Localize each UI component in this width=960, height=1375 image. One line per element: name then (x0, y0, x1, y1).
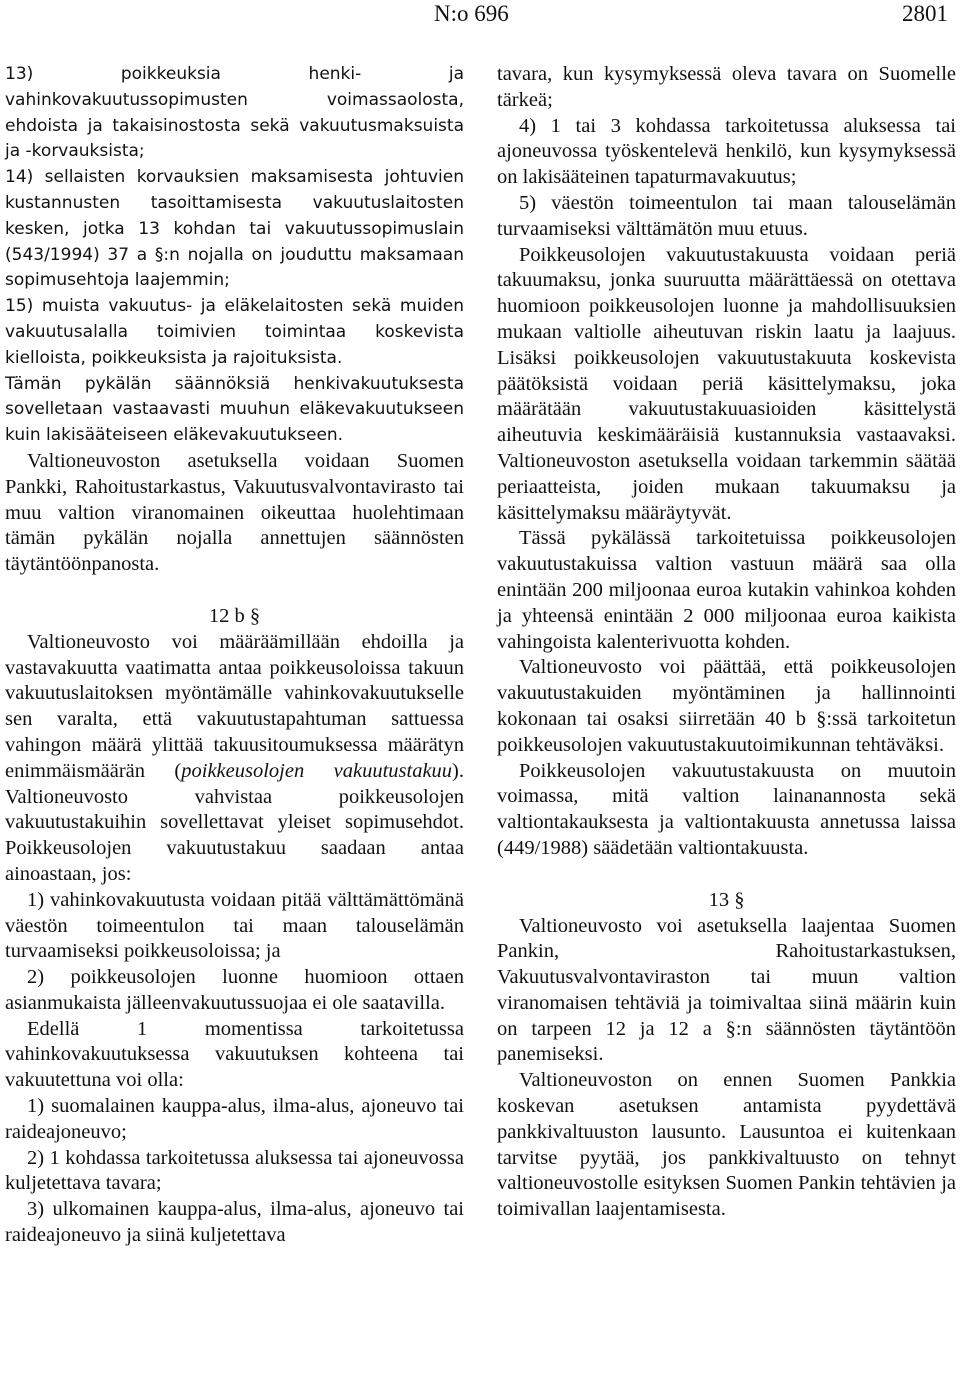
left-column (5, 62, 464, 1249)
paragraph-12b-item-1: 1) vahinkovakuutusta voidaan pitää välttämättömänä väestön toimeentulon tai maan talouselämän turvaamiseksi poikkeusoloissa; ja (5, 888, 464, 963)
paragraph-muutoin-voimassa: Poikkeusolojen vakuutustakuusta on muutoin voimassa, mitä valtion lainanannosta sekä valtiontakauksesta ja valtiontakuusta annetussa laissa (449/1988) säädetään valtiontakuusta. (497, 759, 956, 859)
right-column (497, 62, 956, 1223)
paragraph-item-15: 15) muista vakuutus- ja eläkelaitosten sekä muiden vakuutusalalla toimivien toimintaa koskevista kielloista, poikkeuksista ja rajoituksista. (5, 296, 464, 368)
paragraph-12b-intro (5, 630, 464, 888)
paragraph-13-second: Valtioneuvoston on ennen Suomen Pankkia koskevan asetuksen antamista pyydettävä pankkivaltuuston lausunto. Lausuntoa ei kuitenkaan tarvitse pyytää, jos pankkivaltuusto on tehnyt valtioneuvostolle esityksen Suomen Pankin tehtävien ja toimivallan laajentamisesta. (497, 1069, 956, 1221)
paragraph-henkivakuutus: Tämän pykälän säännöksiä henkivakuutuksesta sovelletaan vastaavasti muuhun eläkevakuutukseen kuin lakisääteiseen eläkevakuutukseen. (5, 373, 464, 446)
defined-term: poikkeusolojen vakuutustakuu (181, 759, 453, 782)
issue-number: N:o 696 (434, 1, 509, 26)
paragraph-12b-second-item-2: 2) 1 kohdassa tarkoitetussa aluksessa tai ajoneuvossa kuljetettava tavara; (5, 1146, 464, 1195)
paragraph-continuation: tavara, kun kysymyksessä oleva tavara on Suomelle tärkeä; (497, 63, 956, 111)
section-heading-12b: 12 b § (208, 604, 261, 627)
paragraph-valtion-vastuu: Tässä pykälässä tarkoitetuissa poikkeusolojen vakuutustakuissa valtion vastuun määrä saa olla enintään 200 miljoonaa euroa kutakin vahinkoa kohden ja yhteensä enintään 2 000 miljoonaa euroa kaikista vahingoista kalenterivuotta kohden. (497, 527, 956, 653)
paragraph-item-14: 14) sellaisten korvauksien maksamisesta johtuvien kustannusten tasoittamisesta vakuutuslaitosten kesken, jotka 13 kohdan tai vakuutussopimuslain (543/1994) 37 a §:n nojalla on jouduttu maksamaan sopimusehtoja laajemmin; (5, 167, 464, 291)
paragraph-12b-intro-text-cont: ). Valtioneuvosto vahvistaa poikkeusolojen vakuutustakuihin sovellettavat yleiset sopimusehdot. Poikkeusolojen vakuutustakuu saadaan antaa ainoastaan, jos: (5, 759, 464, 885)
paragraph-12b-item-2: 2) poikkeusolojen luonne huomioon ottaen asianmukaista jälleenvakuutussuojaa ei ole saatavilla. (5, 966, 464, 1014)
paragraph-12b-second-item-1: 1) suomalainen kauppa-alus, ilma-alus, ajoneuvo tai raideajoneuvo; (5, 1095, 464, 1143)
paragraph-takuumaksu: Poikkeusolojen vakuutustakuusta voidaan periä takuumaksu, jonka suuruutta määrättäessä on otettava huomioon poikkeusolojen luonne ja mahdollisuuksien mukaan valtiolle aiheutuvan riskin laatu ja laajuus. Lisäksi poikkeusolojen vakuutustakuuta koskevista päätöksistä voidaan periä käsittelymaksu, joka määrätään vakuutustakuuasioiden käsittelystä aiheutuvia keskimääräisiä kustannuksia vastaavaksi. Valtioneuvoston asetuksella voidaan tarkemmin säätää periaatteista, joiden mukaan takuumaksu ja käsittelymaksu määräytyvät. (497, 243, 956, 524)
paragraph-12b-second-item-3: 3) ulkomainen kauppa-alus, ilma-alus, ajoneuvo tai raideajoneuvo ja siinä kuljetettava (5, 1198, 464, 1247)
paragraph-hallinnointi: Valtioneuvosto voi päättää, että poikkeusolojen vakuutustakuiden myöntäminen ja hallinnointi kokonaan tai osaksi siirretään 40 b §:ssä tarkoitetun poikkeusolojen vakuutustakuutoimikunnan tehtäväksi. (497, 656, 956, 756)
page-header (0, 0, 960, 30)
paragraph-item-13: 13) poikkeuksia henki- ja vahinkovakuutussopimusten voimassaolosta, ehdoista ja takaisinostosta sekä vakuutusmaksuista ja -korvauksista; (5, 64, 464, 162)
page-number: 2801 (902, 1, 948, 26)
paragraph-12b-second-item-5: 5) väestön toimeentulon tai maan talouselämän turvaamiseksi välttämätön muu etuus. (497, 191, 956, 240)
paragraph-12b-intro-text: Valtioneuvosto voi määräämillään ehdoilla ja vastavakuutta vaatimatta antaa poikkeusoloissa takuun vakuutuslaitoksen myöntämälle vahinkovakuutukselle sen varalta, että vakuutustapahtuman sattuessa vahingon määrä ylittää takuusitoumuksessa määrätyn enimmäismäärän ( (5, 630, 464, 782)
section-heading-13: 13 § (708, 888, 745, 911)
paragraph-13-first: Valtioneuvosto voi asetuksella laajentaa Suomen Pankin, Rahoitustarkastuksen, Vakuutusvalvontaviraston tai muun valtion viranomaisen tehtäviä ja toimivaltaa siinä määrin kuin on tarpeen 12 ja 12 a §:n säännösten täytäntöön panemiseksi. (497, 914, 956, 1066)
paragraph-valtioneuvoston-asetus: Valtioneuvoston asetuksella voidaan Suomen Pankki, Rahoitustarkastus, Vakuutusvalvontavirasto tai muu valtion viranomainen oikeuttaa huolehtimaan tämän pykälän nojalla annettujen säännösten täytäntöönpanosta. (5, 449, 464, 576)
paragraph-12b-second-item-4: 4) 1 tai 3 kohdassa tarkoitetussa aluksessa tai ajoneuvossa työskentelevä henkilö, kun kysymyksessä on lakisääteinen tapaturmavakuutus; (497, 114, 956, 189)
paragraph-12b-second-moment: Edellä 1 momentissa tarkoitetussa vahinkovakuutuksessa vakuutuksen kohteena tai vakuutettuna voi olla: (5, 1017, 464, 1092)
